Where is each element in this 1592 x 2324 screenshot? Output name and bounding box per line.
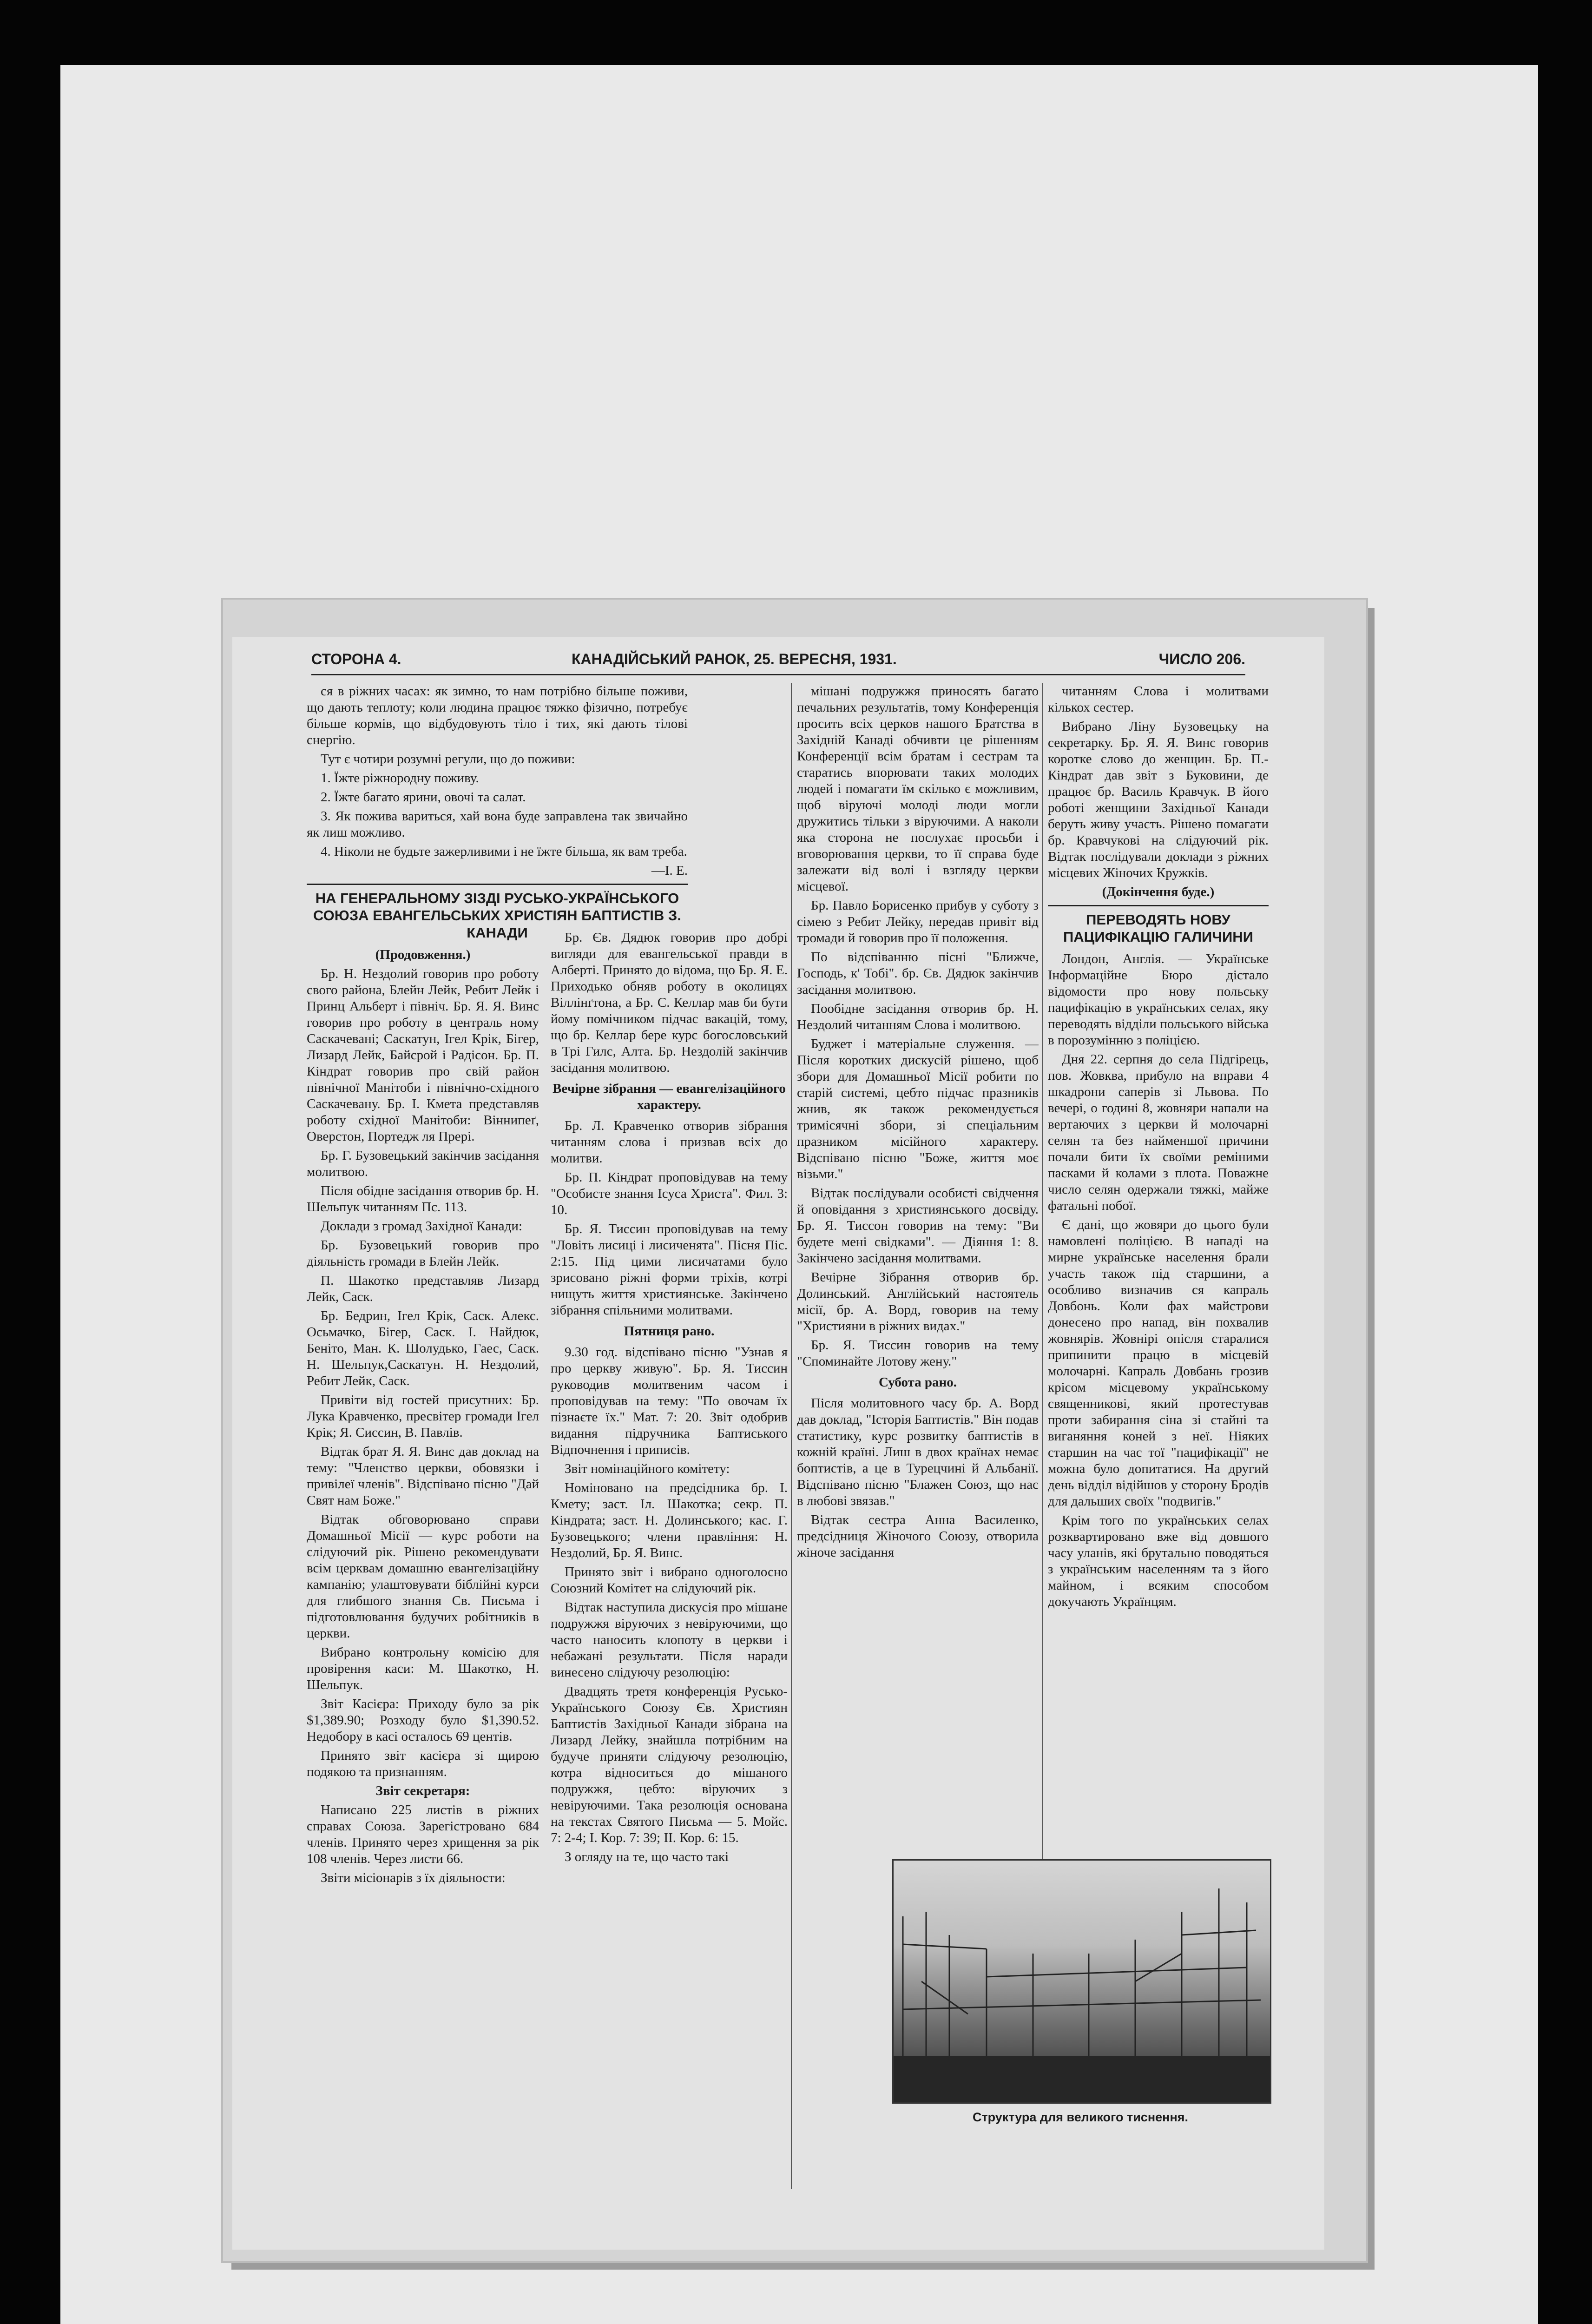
para: Бр. Я. Тиссин говорив на тему "Споминайте Лотову жену." (797, 1338, 1039, 1369)
rule-4: 4. Ніколи не будьте зажерливими і не їжте більша, як вам треба. (321, 844, 687, 859)
divider (307, 884, 688, 885)
para: Відтак сестра Анна Василенко, предсідниця Жіночого Союзу, отворила жіноче засідання (797, 1512, 1039, 1560)
para: Вибрано Ліну Бузовецьку на секретарку. Бр. Я. Я. Винс говорив коротке слово до женщин. Бр. П.-Кіндрат дав звіт з Буковини, де працює бр. Василь Кравчук. В його роботі женщини Західньої Канади беруть живу участь. Рішено помагати бр. Кравчукові на слідуючий рік. Відтак послідували доклади з ріжних місцевих Жіночих Кружків. (1048, 719, 1269, 880)
para: Привіти від гостей присутних: Бр. Лука Кравченко, пресвітер громади Ігел Крік; Я. Сиссин, В. Павлів. (307, 1393, 539, 1440)
para: З огляду на те, що часто такі (565, 1849, 729, 1864)
to-be-continued: (Докінчення буде.) (1102, 885, 1215, 899)
signature: —І. Е. (651, 863, 688, 878)
para: читанням Слова і молитвами кількох сестер. (1048, 684, 1269, 715)
para: Номіновано на предсідника бр. І. Кмету; заст. Іл. Шакотка; секр. П. Кіндрата; заст. Н. Долинського; кас. Г. Бузовецького; члени правління: Н. Нездолий, Бр. Я. Винс. (551, 1480, 788, 1560)
para: Дня 22. серпня до села Підгірець, пов. Жовква, прибуло на вправи 4 шкадрони саперів зі Львова. По вечері, о годині 8, жовняри напали на вертаючих з церкви й молочарні селян та без найменшої причини почали бити їх своїми реміними пасками й колами з плота. Поважне число селян одержали тяжкі, майже фатальні побої. (1048, 1052, 1269, 1213)
column-divider (791, 683, 792, 2189)
para: По відспіванню пісні "Ближче, Господь, к' Тобі". бр. Єв. Дядюк закінчив засідання молитвою. (797, 950, 1039, 997)
para: Відтак брат Я. Я. Винс дав доклад на тему: "Членство церкви, обовязки і привілеї членів". Відспівано пісню "Дай Свят нам Боже." (307, 1444, 539, 1508)
section-heading: Пятниця рано. (624, 1324, 715, 1339)
column-3 (797, 683, 1039, 1938)
section-heading: Субота рано. (878, 1375, 957, 1390)
newspaper-page (232, 637, 1324, 2250)
nutrition-para: ся в ріжних часах: як зимно, то нам потрібно більше поживи, що дають теплоту; коли людина працює тяжко фізично, потребує більше кормів, що відбудовують тіло і тих, які дають тілові снергію. (307, 684, 688, 747)
issue-number: ЧИСЛО 206. (1158, 651, 1245, 667)
para: Двадцять третя конференція Русько-Українського Союзу Єв. Християн Баптистів Західньої Канади зібрана на Лизард Лейку, знайшла потрібним на будуче приняти слідуючу резолюцію, котра відноситься до мішаного подружжя, цебто: віруючих з невіруючими. Така резолюція основана на текстах Святого Письма — 5. Мойс. 7: 2-4; І. Кор. 7: 39; ІІ. Кор. 6: 15. (551, 1684, 788, 1845)
para: Після обідне засідання отворив бр. Н. Шельпук читанням Пс. 113. (307, 1183, 539, 1215)
rule-2: 2. Їжте багато ярини, овочі та салат. (321, 790, 526, 805)
rules-intro: Тут є чотири розумні регули, що до поживи: (321, 752, 575, 766)
para: Бр. Бузовецький говорив про діяльність громади в Блейн Лейк. (307, 1238, 539, 1269)
para: Бр. П. Кіндрат проповідував на тему "Особисте знання Ісуса Христа". Фил. 3: 10. (551, 1170, 788, 1217)
para: Бр. Бедрин, Ігел Крік, Саск. Алекс. Осьмачко, Бігер, Саск. І. Найдюк, Беніто, Ман. К. Шолудько, Гаес, Саск. Н. Шельпук,Саскатун. Н. Нездолий, Ребит Лейк, Саск. (307, 1308, 539, 1388)
subhead: Звіт секретаря: (375, 1783, 470, 1798)
photo-caption: Структура для великого тиснення. (972, 2110, 1189, 2124)
column-divider (1042, 683, 1043, 1938)
para: Бр. Єв. Дядюк говорив про добрі вигляди для евангельської правди в Алберті. Принято до відома, що Бр. Я. Е. Приходько обняв роботу в околицях Віллінґтона, а Бр. С. Келлар мав би бути йому помічником підчас вакацій, тому, що бр. Келлар бере курс богословський в Трі Гилс, Алта. Бр. Нездолій закінчив засідання молитвою. (551, 930, 788, 1075)
para: Принято звіт касієра зі щирою подякою та признанням. (307, 1748, 539, 1779)
steel-structure-photo (894, 1861, 1270, 2102)
para: Лондон, Англія. — Українське Інформаційне Бюро дістало відомости про нову польську пацифікацію в українських селах, яку переводять відділи польського війська в порозумінню з поліцією. (1048, 951, 1269, 1048)
para: Відтак обговорювано справи Домашньої Місії — курс роботи на слідуючий рік. Рішено рекомендувати всім церквам домашню евангелізаційну кампанію; улаштовувати біблійні курси для глибшого знання Св. Письма і підготовлювання будучих робітників в церкви. (307, 1512, 539, 1641)
article-col-a (307, 947, 539, 1889)
column-2 (551, 930, 788, 2189)
para: Бр. Н. Нездолий говорив про роботу свого района, Блейн Лейк, Ребит Лейк і Принц Альберт і північ. Бр. Я. Я. Винс говорив про роботу в централь ному Саскачевані; Саскатун, Ігел Крік, Бігер, Лизард Лейк, Байсрой і Радісон. Бр. П. Кіндрат говорив про свій район північної Манітоби і північно-східного Саскачевану. Бр. І. Кмета представляв роботу східної Манітоби: Віннипеґ, Оверстон, Портедж ля Прері. (307, 966, 539, 1144)
para: Пообідне засідання отворив бр. Н. Нездолий читанням Слова і молитвою. (797, 1001, 1039, 1032)
para: Бр. Л. Кравченко отворив зібрання читанням слова і призвав всіх до молитви. (551, 1118, 788, 1166)
para: Бр. Павло Борисенко прибув у суботу з сімею з Ребит Лейку, передав привіт від тромади й говорив про її положення. (797, 898, 1039, 945)
page-header (311, 646, 1245, 675)
rule-1: 1. Їжте ріжнородну поживу. (321, 771, 479, 786)
news-photo (892, 1859, 1271, 2104)
rule-3: 3. Як пожива вариться, хай вона буде заправлена так звичайно як лиш можливо. (307, 809, 688, 840)
para: Після молитовного часу бр. А. Ворд дав доклад, "Історія Баптистів." Він подав статистику, курс розвитку баптистів в кожній країні. Лиш в двох країнах немає боптистів, а це в Турецчині й Альбанії. Відспівано пісню "Блажен Союз, що нас в любові звязав." (797, 1396, 1039, 1508)
divider (1048, 905, 1269, 906)
para: 9.30 год. відспівано пісню "Узнав я про церкву живую". Бр. Я. Тиссин руководив молитвеним часом і проповідував на тему: "По овочам їх пізнаєте їх." Мат. 7: 20. Звіт одобрив видання підручника Баптиського Відпочнення і приписів. (551, 1345, 788, 1457)
continued-label: (Продовження.) (375, 947, 471, 962)
para: Звіт Касієра: Приходу було за рік $1,389.90; Розходу було $1,390.52. Недобору в касі осталось 69 центів. (307, 1697, 539, 1744)
para: П. Шакотко представляв Лизард Лейк, Саск. (307, 1273, 539, 1304)
para: Принято звіт і вибрано одноголосно Союзний Комітет на слідуючий рік. (551, 1565, 788, 1596)
article-headline: ПЕРЕВОДЯТЬ НОВУ ПАЦИФІКАЦІЮ ГАЛИЧИНИ (1063, 911, 1253, 945)
para: Вибрано контрольну комісію для провірення каси: М. Шакотко, Н. Шельпук. (307, 1645, 539, 1692)
para: Бр. Я. Тиссин проповідував на тему "Ловіть лисиці і лисиченята". Пісня Піс. 2:15. Під цими лисичатами було зрисовано ріжні форми тріхів, котрі нищуть життя християнське. Закінчено зібрання спільними молитвами. (551, 1221, 788, 1318)
para: Вечірне Зібрання отворив бр. Долинський. Англійський настоятель місії, бр. А. Ворд, говорив на тему "Християни в ріжних видах." (797, 1270, 1039, 1334)
para: Відтак наступила дискусія про мішане подружжя віруючих з невіруючими, що часто наносить клопоту в церкви і небажані результати. Після наради винесено слідуючу резолюцію: (551, 1600, 788, 1680)
para: Буджет і матеріальне служення. — Після коротких дискусій рішено, щоб збори для Домашньої Місії робити по старій системі, цебто підчас празників жнив, як також рекомендується тримісячні збори, зі спеціальним празником місійного характеру. Відспівано пісню "Боже, життя моє візьми." (797, 1037, 1039, 1182)
para: Доклади з громад Західної Канади: (321, 1219, 522, 1234)
page-number: СТОРОНА 4. (311, 651, 401, 667)
para: Звіти місіонарів з їх діяльности: (321, 1870, 506, 1885)
para: Крім того по українських селах розквартировано вже від довшого часу уланів, які брутально поводяться з українським населенням та з його майном, і всяким способом докучають Українцям. (1048, 1513, 1269, 1609)
para: мішані подружжя приносять багато печальних результатів, тому Конференція просить всіх церков нашого Братства в Західній Канаді обчивти це рішенням Конференції всім братам і сестрам та старатись впорювати таких молодих людей і помагати їм скілько є можливим, щоб віруючі молоді люди могли дружитись тільки з віруючими. А наколи яка сторона не послухає просьби і вговорювання церкви, то її справа буде залежати від волі і взгляду церкви місцевої. (797, 684, 1039, 894)
para: Звіт номінаційного комітету: (565, 1461, 730, 1476)
section-heading: Вечірне зібрання — евангелізаційного характеру. (553, 1081, 786, 1112)
para: Написано 225 листів в ріжних справах Союза. Зарегістровано 684 членів. Принято через хрищення за рік 108 членів. Через листи 66. (307, 1802, 539, 1866)
para: Відтак послідували особисті свідчення й оповідання з християнського досвіду. Бр. Я. Тиссон говорив на тему: "Ви будете мені свідками". — Діяння 1: 8. Закінчено засідання молитвами. (797, 1186, 1039, 1266)
para: Є дані, що жовяри до цього були намовлені поліцією. В нападі на мирне українське населення брали участь також під старшини, а особливо визначив ся капраль Довбонь. Коли фах майстрови донесено про напад, він похвалив жовнярів. Жовнірі опісля старалися припинити працю в місцевій молочарні. Капраль Довбань грозив крісом місцевому українському священникові, який протестував проти забирання сіна зі стайні та виганяння коней з неї. Ніяких старшин на час тої "пацифікації" не можна було допитатися. На другий день відділ відійшов у сторону Бродів для дальших своїх "подвигів." (1048, 1217, 1269, 1509)
column-4 (1048, 683, 1269, 1938)
masthead-date: КАНАДІЙСЬКИЙ РАНОК, 25. ВЕРЕСНЯ, 1931. (572, 651, 897, 667)
para: Бр. Г. Бузовецький закінчив засідання молитвою. (307, 1148, 539, 1179)
article-headline: НА ГЕНЕРАЛЬНОМУ ЗІЗДІ РУСЬКО-УКРАЇНСЬКОГО СОЮЗА ЕВАНГЕЛЬСЬКИХ ХРИСТІЯН БАПТИСТІВ З. КАНАДИ (313, 890, 681, 941)
